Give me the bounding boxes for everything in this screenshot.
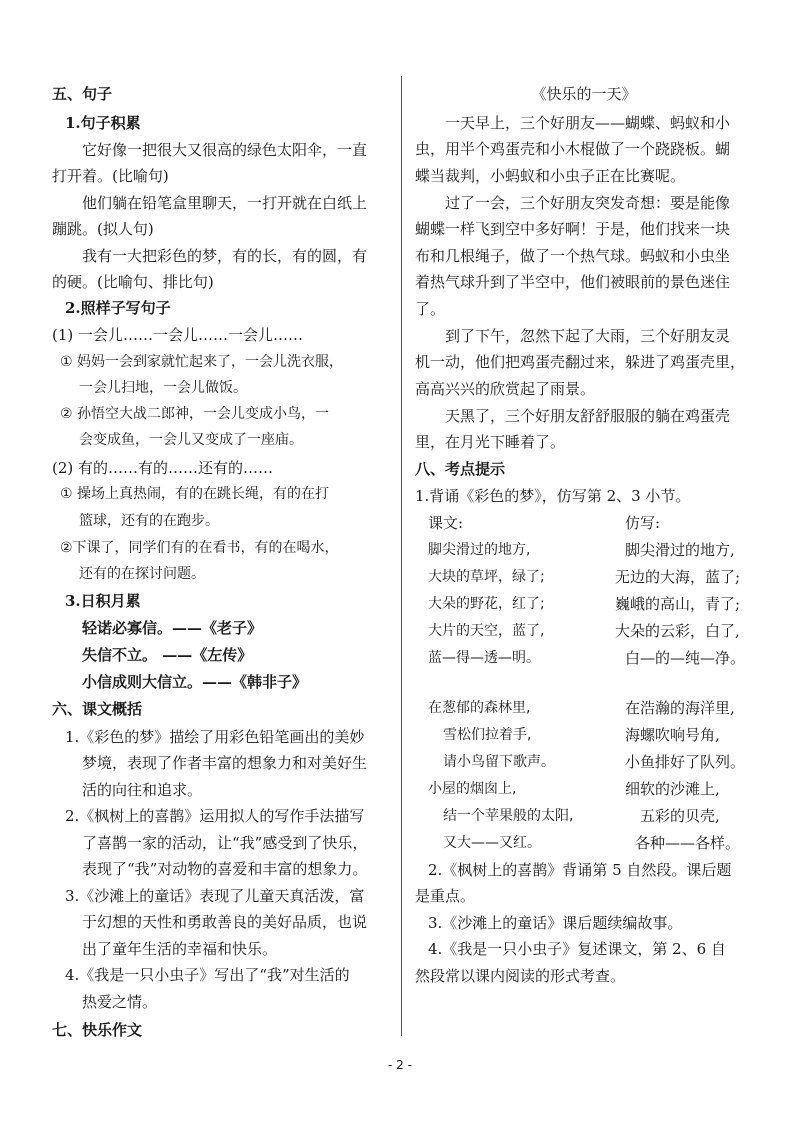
page-number: - 2 - [388, 1058, 412, 1072]
text-line: 高高兴兴的欣赏起了雨景。 [415, 380, 596, 398]
text-line: 过了一会，三个好朋友突发奇想：要是能像 [445, 194, 731, 212]
text-line: 4.《我是一只小虫子》写出了“我”对生活的 [65, 966, 350, 984]
poem-line: 小鱼排好了队列。 [625, 753, 746, 771]
text-line: 一天早上，三个好朋友——蝴蝶、蚂蚁和小 [445, 114, 731, 132]
poem-line: 结一个苹果般的太阳, [443, 808, 574, 824]
poem-line: 无边的大海，蓝了; [615, 568, 741, 586]
text-line: 着热气球升到了半空中，他们被眼前的景色迷住 [415, 273, 731, 291]
poem-line: 请小鸟留下歌声。 [443, 754, 555, 770]
text-line: 是重点。 [415, 887, 476, 905]
text-line: 2.《枫树上的喜鹊》运用拟人的写作手法描写 [65, 807, 365, 825]
handwritten-line: 篮球，还有的在跑步。 [79, 513, 219, 529]
poem-line: 白—的—纯—净。 [625, 649, 746, 667]
poem-line: 细软的沙滩上, [625, 780, 720, 798]
text-line: 1.《彩色的梦》描绘了用彩色铅笔画出的美妙 [65, 728, 365, 746]
text-line: 1.背诵《彩色的梦》，仿写第 2、3 小节。 [415, 487, 691, 505]
text-line: 4.《我是一只小虫子》复述课文，第 2、6 自 [428, 940, 726, 958]
poem-line: 脚尖滑过的地方, [625, 541, 735, 559]
handwritten-line: 会变成鱼，一会儿又变成了一座庙。 [79, 432, 303, 448]
text-line: 2.《枫树上的喜鹊》背诵第 5 自然段。课后题 [428, 861, 732, 879]
text-line: 于幻想的天性和勇敢善良的美好品质，也说 [82, 913, 368, 931]
column-label: 仿写: [625, 514, 661, 532]
poem-line: 海螺吹响号角, [625, 726, 720, 744]
handwritten-line: ① 妈妈一会到家就忙起来了，一会儿洗衣服， [60, 354, 343, 370]
handwritten-line: 还有的在探讨问题。 [79, 566, 205, 582]
text-line: 布和几根绳子，做了一个热气球。蚂蚁和小虫坐 [415, 247, 731, 265]
column-divider [401, 76, 402, 1036]
quote-line: 失信不立。 ——《左传》 [82, 646, 253, 664]
text-line: 了喜鹊一家的活动，让“我”感受到了快乐， [82, 834, 368, 852]
text-line: 里，在月光下睡着了。 [415, 433, 566, 451]
section-heading: 五、句子 [52, 85, 113, 103]
text-line: 蹦跳。(拟人句) [52, 220, 154, 238]
quote-line: 小信成则大信立。——《韩非子》 [82, 673, 308, 691]
text-line: 的硬。(比喻句、排比句) [52, 273, 214, 291]
section-heading: 八、考点提示 [415, 460, 506, 478]
pattern-line: (1) 一会儿……一会儿……一会儿…… [52, 326, 304, 344]
text-line: 热爱之情。 [82, 993, 158, 1011]
handwritten-line: ②下课了，同学们有的在看书，有的在喝水， [60, 540, 339, 556]
text-line: 出了童年生活的幸福和快乐。 [82, 940, 278, 958]
poem-line: 蓝—得—透—明。 [428, 650, 540, 666]
poem-line: 在葱郁的森林里, [428, 700, 531, 716]
text-line: 3.《沙滩上的童话》表现了儿童天真活泼，富 [65, 887, 365, 905]
handwritten-line: ① 操场上真热闹，有的在跳长绳，有的在打 [60, 486, 329, 502]
text-line: 打开着。(比喻句) [52, 167, 169, 185]
text-line: 蝶当裁判，小蚂蚁和小虫子正在比赛呢。 [415, 167, 686, 185]
text-line: 虫，用半个鸡蛋壳和小木棍做了一个跷跷板。蝴 [415, 140, 731, 158]
text-line: 了。 [415, 300, 446, 318]
quote-line: 轻诺必寡信。——《老子》 [82, 619, 263, 637]
text-line: 然段常以课内阅读的形式考查。 [415, 967, 626, 985]
pattern-line: (2) 有的……有的……还有的…… [52, 459, 274, 477]
essay-title: 《快乐的一天》 [531, 85, 637, 103]
poem-line: 在浩瀚的海洋里, [625, 699, 735, 717]
text-line: 他们躺在铅笔盒里聊天，一打开就在白纸上 [82, 194, 368, 212]
subheading: 1.句子积累 [65, 114, 141, 132]
poem-line: 巍峨的高山，青了; [615, 595, 741, 613]
section-heading: 六、课文概括 [52, 700, 143, 718]
text-line: 活的向往和追求。 [82, 781, 203, 799]
poem-line: 脚尖滑过的地方, [428, 542, 531, 558]
section-heading: 七、快乐作文 [52, 1021, 143, 1039]
text-line: 到了下午，忽然下起了大雨，三个好朋友灵 [445, 327, 731, 345]
poem-line: 又大——又红。 [443, 835, 541, 851]
text-line: 天黑了，三个好朋友舒舒服服的躺在鸡蛋壳 [445, 407, 731, 425]
poem-line: 五彩的贝壳, [640, 807, 720, 825]
text-line: 机一动，他们把鸡蛋壳翻过来，躲进了鸡蛋壳里， [415, 353, 746, 371]
text-line: 它好像一把很大又很高的绿色太阳伞，一直 [82, 141, 368, 159]
text-line: 3.《沙滩上的童话》课后题续编故事。 [428, 914, 683, 932]
column-label: 课文: [428, 514, 464, 532]
handwritten-line: ② 孙悟空大战二郎神，一会儿变成小鸟，一 [60, 406, 329, 422]
poem-line: 大块的草坪，绿了; [428, 569, 545, 585]
poem-line: 小屋的烟囱上, [428, 781, 517, 797]
text-line: 梦境，表现了作者丰富的想象力和对美好生 [82, 754, 368, 772]
text-line: 蝴蝶一样飞到空中多好啊！于是，他们找来一块 [415, 220, 731, 238]
text-line: 我有一大把彩色的梦，有的长，有的圆，有 [82, 247, 368, 265]
poem-line: 各种——各样。 [635, 834, 741, 852]
poem-line: 大朵的野花，红了; [428, 596, 545, 612]
subheading: 2.照样子写句子 [65, 299, 171, 317]
poem-line: 大片的天空，蓝了, [428, 623, 545, 639]
text-line: 表现了“我”对动物的喜爱和丰富的想象力。 [82, 860, 368, 878]
subheading: 3.日积月累 [65, 592, 141, 610]
poem-line: 雪松们拉着手, [443, 727, 532, 743]
poem-line: 大朵的云彩，白了, [615, 622, 740, 640]
handwritten-line: 一会儿扫地，一会儿做饭。 [79, 380, 247, 396]
